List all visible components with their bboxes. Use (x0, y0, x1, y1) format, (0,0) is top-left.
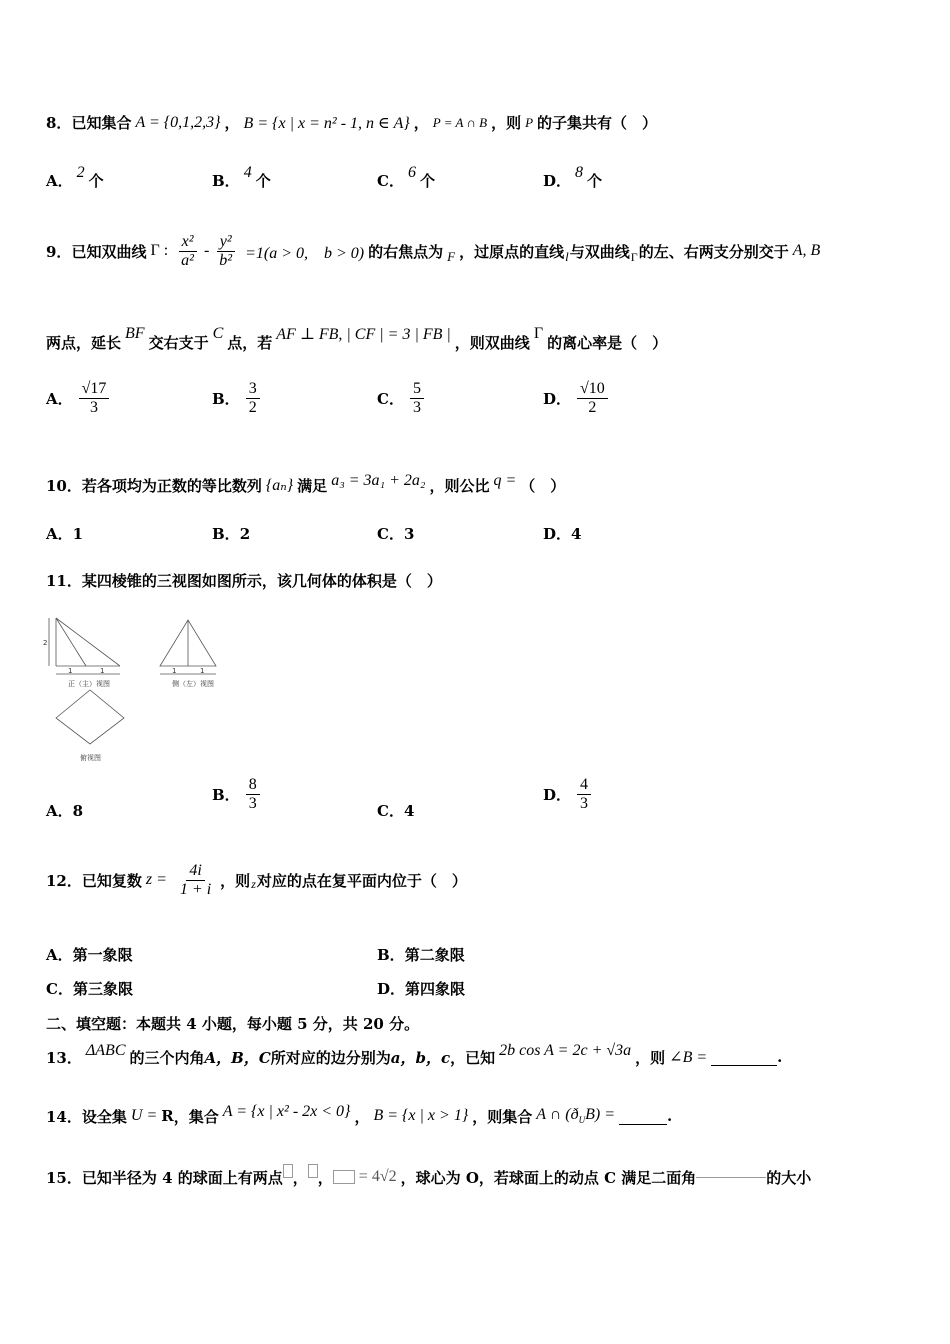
q8-option-b[interactable] (212, 163, 271, 191)
q15-text-3: ，球心为 O，若球面上的动点 C 满足二面角 (400, 1168, 697, 1187)
q14-end: . (667, 1107, 673, 1125)
option-text: 第四象限 (405, 980, 466, 998)
q10-number: 10． (46, 476, 82, 495)
q9-stem-line-2 (46, 320, 910, 364)
frac-numerator: √10 (577, 380, 608, 399)
q9-option-a[interactable] (46, 380, 115, 417)
option-value: 2 (76, 163, 85, 181)
q8-option-d[interactable] (543, 163, 603, 191)
q12-option-d[interactable] (377, 978, 465, 999)
dim-width-label: 1 (68, 667, 73, 675)
option-label: D． (543, 172, 572, 190)
q10-option-d[interactable] (543, 523, 581, 544)
q15-text-2: ， (317, 1168, 333, 1187)
q15-comma: ， (292, 1168, 308, 1187)
q9-text-10: 的离心率是（ ） (547, 333, 668, 352)
option-fraction (246, 776, 260, 813)
option-text: 第三象限 (72, 980, 133, 998)
q13-triangle: ΔABC (85, 1042, 126, 1059)
q10-text-3: ，则公比 (429, 476, 490, 495)
q12-option-a[interactable] (46, 944, 133, 965)
option-value: 1 (72, 524, 84, 543)
option-value: 4 (243, 163, 252, 181)
option-value: 4 (403, 801, 415, 820)
option-unit: 个 (419, 172, 435, 190)
q15-number: 15． (46, 1168, 82, 1187)
option-label: B． (212, 786, 240, 804)
q10-option-c[interactable] (377, 523, 414, 544)
q9-focus-f: F (447, 249, 456, 264)
q8-number: 8． (46, 114, 72, 132)
q9-text-8: 点，若 (227, 333, 273, 352)
q9-text-1: 已知双曲线 (71, 242, 147, 261)
frac-denominator: b² (219, 251, 233, 269)
dim-width-label: 1 (172, 667, 177, 675)
frac-denominator: 3 (90, 399, 99, 416)
q10-text-1: 若各项均为正数的等比数列 (81, 476, 262, 495)
q13-text-2: 所对应的边分别为 (270, 1048, 391, 1067)
q11-option-c[interactable] (377, 800, 414, 821)
q9-condition-2: AF ⊥ FB, | CF | = 3 | FB | (276, 326, 451, 343)
q10-text-2: 满足 (297, 476, 328, 495)
q10-q: q = (493, 472, 517, 489)
option-label: C． (377, 390, 404, 408)
option-value: 2 (239, 524, 251, 543)
option-fraction (577, 776, 591, 813)
missing-glyph-box (696, 1165, 766, 1178)
q9-condition: =1(a > 0, b > 0) (245, 244, 365, 262)
q12-stem (46, 858, 910, 902)
option-value: 8 (575, 163, 584, 181)
frac-numerator: 8 (246, 776, 260, 795)
top-view (56, 690, 124, 744)
option-label: D． (377, 980, 406, 998)
q13-sides: a，b，c (390, 1048, 451, 1067)
q13-text-1: 的三个内角 (129, 1048, 205, 1067)
q8-p-var: P (525, 114, 534, 130)
q12-option-b[interactable] (377, 944, 465, 965)
option-unit: 个 (88, 172, 104, 190)
option-text: 第一象限 (72, 946, 133, 964)
frac-numerator: 4 (577, 776, 591, 795)
option-label: C． (377, 172, 404, 190)
q8-set-a: A = {0,1,2,3} (135, 113, 221, 131)
option-unit: 个 (255, 172, 271, 190)
q9-text-7: 交右支于 (148, 333, 209, 352)
option-text: 第二象限 (404, 946, 465, 964)
option-label: B． (212, 390, 240, 408)
q12-text-2: ，则 (220, 871, 251, 890)
q14-text-1: 设全集 (81, 1107, 127, 1126)
frac-numerator: x² (179, 233, 197, 252)
q10-equation: a₃ = 3a₁ + 2a₂ (331, 472, 426, 489)
q8-text-3: 的子集共有（ ） (537, 114, 658, 132)
q9-bf: BF (125, 325, 145, 342)
q15-text-1: 已知半径为 4 的球面上有两点 (81, 1168, 283, 1187)
q13-text-3: ，已知 (450, 1048, 496, 1067)
frac-numerator: 4i (186, 862, 204, 881)
frac-numerator: √17 (79, 380, 110, 399)
q9-option-d[interactable] (543, 380, 614, 417)
q12-fraction (177, 862, 214, 899)
q13-stem (46, 1044, 910, 1070)
q10-option-a[interactable] (46, 523, 83, 544)
q12-text-1: 已知复数 (81, 871, 142, 890)
option-label: A． (46, 946, 73, 964)
side-view-label: 侧（左）视图 (172, 680, 214, 688)
option-label: A． (46, 390, 73, 408)
option-label: D． (543, 390, 572, 408)
q12-z-eq: z = (145, 871, 167, 888)
q14-expr (536, 1106, 615, 1125)
frac-numerator: 3 (246, 380, 260, 399)
side-view (160, 620, 216, 674)
q9-text-5: 的左、右两支分别交于 (638, 242, 789, 261)
dim-width-label: 1 (200, 667, 205, 675)
q9-point-c: C (212, 325, 224, 342)
q14-expr-main: A ∩ (ð (536, 1106, 579, 1124)
option-value: 8 (72, 801, 84, 820)
q14-stem (46, 1102, 910, 1130)
q9-text-9: ，则双曲线 (454, 333, 530, 352)
q9-option-b[interactable] (212, 380, 266, 417)
q9-stem-line-1 (46, 226, 910, 276)
option-unit: 个 (587, 172, 603, 190)
frac-denominator: 3 (412, 399, 421, 416)
q10-text-4: （ ） (520, 476, 566, 495)
q14-r: R (161, 1107, 174, 1125)
frac-denominator: 3 (580, 795, 589, 812)
option-label: A． (46, 802, 73, 820)
option-fraction (246, 380, 260, 417)
frac-denominator: 2 (248, 399, 257, 416)
q8-text-1: 已知集合 (71, 114, 132, 132)
q15-stem (46, 1164, 910, 1190)
q8-set-p: P = A ∩ B (432, 114, 488, 130)
q11-stem (46, 570, 910, 591)
q8-sep-1: ， (224, 114, 240, 132)
q13-number: 13． (46, 1048, 82, 1067)
option-fraction (79, 380, 110, 417)
q14-sep: ， (354, 1107, 370, 1126)
q14-set-b: B = {x | x > 1} (373, 1107, 469, 1124)
q14-expr-tail: B) = (585, 1106, 616, 1124)
q9-text-2: 的右焦点为 (368, 242, 444, 261)
q9-gamma: Γ : (150, 242, 169, 259)
option-label: C． (377, 802, 404, 820)
option-fraction (410, 380, 424, 417)
option-label: B． (377, 946, 405, 964)
q14-u: U = (130, 1107, 158, 1124)
q8-stem (46, 112, 910, 133)
section-2-heading: 二、填空题：本题共 4 小题，每小题 5 分，共 20 分。 (46, 1015, 420, 1033)
missing-glyph-box (333, 1170, 355, 1184)
option-label: D． (543, 786, 572, 804)
q9-gamma-3: Γ (533, 325, 544, 342)
q14-set-a: A = {x | x² - 2x < 0} (222, 1103, 351, 1120)
q15-text-4: 的大小 (766, 1168, 812, 1187)
q12-text-3: 对应的点在复平面内位于（ ） (256, 871, 467, 890)
q9-text-4: 与双曲线 (569, 242, 630, 261)
q8-option-a[interactable] (46, 163, 104, 191)
q14-text-3: ，则集合 (472, 1107, 533, 1126)
q8-set-b: B = {x | x = n² - 1, n ∈ A} (243, 114, 410, 132)
q11-option-a[interactable] (46, 800, 83, 821)
frac-numerator: y² (217, 233, 235, 252)
frac-denominator: a² (181, 251, 194, 269)
option-value: 6 (407, 163, 416, 181)
q9-frac-y (216, 233, 235, 270)
frac-denominator: 3 (248, 795, 257, 812)
q12-z-var: z (251, 876, 256, 891)
q8-option-c[interactable] (377, 163, 435, 191)
q11-three-view-figure (40, 612, 240, 764)
dim-height-label: 2 (43, 639, 48, 647)
frac-denominator: 1 + i (179, 880, 212, 898)
q13-text-4: ，则 (635, 1048, 666, 1067)
q12-number: 12． (46, 871, 82, 890)
q10-option-b[interactable] (212, 523, 250, 544)
q9-text-3: ，过原点的直线 (459, 242, 565, 261)
q14-expr-sub: U (578, 1115, 586, 1126)
missing-glyph-box (283, 1164, 293, 1178)
q13-angles: A，B，C (204, 1048, 271, 1067)
q14-number: 14． (46, 1107, 82, 1126)
option-label: C． (377, 525, 404, 543)
option-label: A． (46, 172, 73, 190)
option-label: C． (46, 980, 73, 998)
option-value: 3 (403, 524, 415, 543)
q11-text: 某四棱锥的三视图如图所示，该几何体的体积是（ ） (81, 572, 442, 590)
q11-option-b[interactable] (212, 776, 266, 813)
q8-sep-2: ， (413, 114, 429, 132)
dim-width-label: 1 (100, 667, 105, 675)
q10-stem (46, 470, 910, 500)
q13-end: . (777, 1048, 783, 1066)
q11-number: 11． (46, 572, 82, 590)
q14-answer-blank[interactable] (619, 1108, 667, 1125)
option-value: 4 (571, 524, 582, 543)
front-view-label: 正（主）视图 (68, 680, 110, 688)
q12-option-c[interactable] (46, 978, 133, 999)
q9-gamma-2: Γ (630, 249, 638, 264)
q9-frac-x (178, 233, 197, 270)
q13-ask: ∠B = (669, 1049, 708, 1066)
option-label: B． (212, 172, 240, 190)
top-view-label: 俯视图 (80, 754, 101, 762)
q9-line-l: l (565, 249, 569, 264)
q9-text-6: 两点，延长 (46, 333, 122, 352)
q9-number: 9． (46, 242, 72, 261)
option-label: B． (212, 525, 240, 543)
missing-glyph-box (308, 1164, 318, 1178)
q13-equation: 2b cos A = 2c + √3a (499, 1042, 632, 1059)
q9-points-ab: A, B (792, 242, 821, 259)
q13-answer-blank[interactable] (711, 1049, 777, 1066)
q8-text-2: ，则 (491, 114, 522, 132)
q9-option-c[interactable] (377, 380, 430, 417)
option-label: D． (543, 525, 572, 543)
q14-text-2: ，集合 (173, 1107, 219, 1126)
q15-length: = 4√2 (358, 1168, 397, 1185)
frac-numerator: 5 (410, 380, 424, 399)
option-fraction (577, 380, 608, 417)
q10-sequence: {aₙ} (265, 477, 294, 494)
frac-denominator: 2 (588, 399, 597, 416)
front-view (49, 618, 120, 674)
option-label: A． (46, 525, 73, 543)
q11-option-d[interactable] (543, 776, 597, 813)
q9-minus: - (203, 242, 210, 259)
